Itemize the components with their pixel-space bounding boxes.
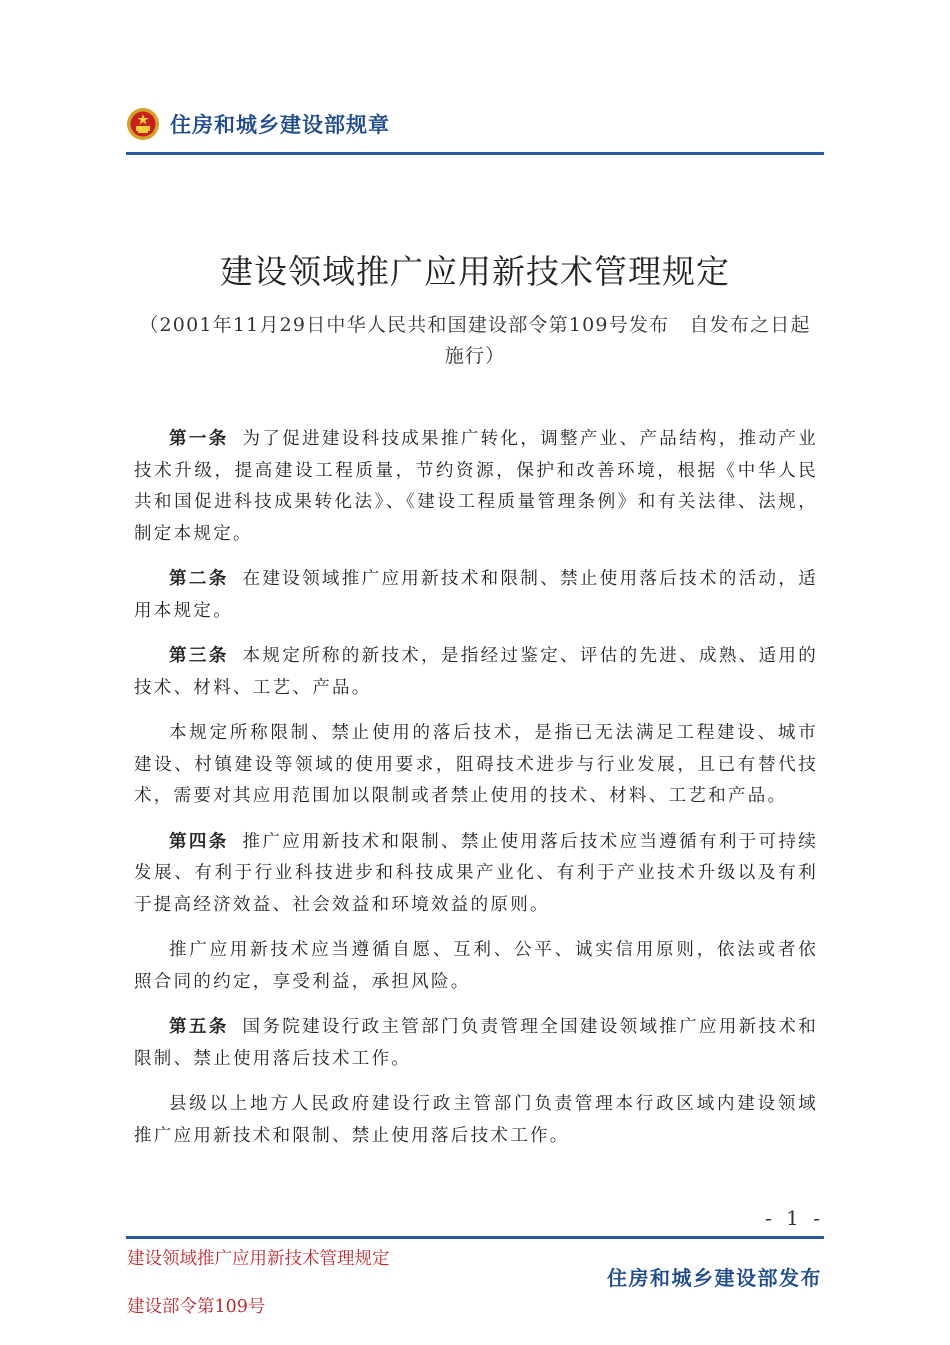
paragraph-text: 在建设领域推广应用新技术和限制、禁止使用落后技术的活动，适用本规定。 — [134, 569, 819, 621]
document-subtitle: （2001年11月29日中华人民共和国建设部令第109号发布 自发布之日起施行） — [139, 314, 811, 367]
paragraph-text: 本规定所称的新技术，是指经过鉴定、评估的先进、成熟、适用的技术、材料、工艺、产品。 — [134, 646, 819, 698]
paragraph-text: 推广应用新技术和限制、禁止使用落后技术应当遵循有利于可持续发展、有利于行业科技进步和科技成果产业化、有利于产业技术升级以及有利于提高经济效益、社会效益和环境效益的原则。 — [134, 831, 819, 915]
article-number: 第二条 — [169, 569, 229, 589]
article-number: 第一条 — [169, 429, 229, 449]
document-title: 建设领域推广应用新技术管理规定 — [220, 252, 730, 291]
article-number: 第四条 — [169, 831, 229, 852]
paragraph — [134, 1089, 818, 1152]
header-title: 住房和城乡建设部规章 — [170, 113, 390, 137]
paragraph-text: 县级以上地方人民政府建设行政主管部门负责管理本行政区域内建设领域推广应用新技术和限制、禁止使用落后技术工作。 — [134, 1094, 818, 1146]
article-number: 第五条 — [169, 1017, 229, 1037]
paragraph — [134, 641, 818, 704]
header-divider — [126, 152, 824, 155]
paragraph — [134, 718, 818, 813]
footer-document-name: 建设领域推广应用新技术管理规定 — [127, 1249, 390, 1269]
page-header — [126, 104, 390, 144]
page-number: - 1 - — [765, 1206, 824, 1230]
footer-order-number: 建设部令第109号 — [127, 1297, 266, 1317]
national-emblem-icon — [126, 107, 160, 141]
article-number: 第三条 — [169, 646, 229, 666]
paragraph-text: 推广应用新技术应当遵循自愿、互利、公平、诚实信用原则，依法或者依照合同的约定，享受利益，承担风险。 — [134, 940, 818, 992]
paragraph-text: 国务院建设行政主管部门负责管理全国建设领域推广应用新技术和限制、禁止使用落后技术工作。 — [134, 1017, 819, 1069]
paragraph — [134, 424, 818, 550]
paragraph — [134, 564, 818, 627]
paragraph — [134, 827, 818, 922]
paragraph — [134, 1012, 818, 1075]
footer-publisher: 住房和城乡建设部发布 — [607, 1266, 822, 1290]
paragraph-text: 为了促进建设科技成果推广转化，调整产业、产品结构，推动产业技术升级，提高建设工程质量，节约资源，保护和改善环境，根据《中华人民共和国促进科技成果转化法》、《建设工程质量管理条例》和有关法律、法规，制定本规定。 — [134, 429, 819, 544]
document-body — [134, 424, 818, 1166]
paragraph — [134, 935, 818, 998]
paragraph-text: 本规定所称限制、禁止使用的落后技术，是指已无法满足工程建设、城市建设、村镇建设等领域的使用要求，阻碍技术进步与行业发展，且已有替代技术，需要对其应用范围加以限制或者禁止使用的技术、材料、工艺和产品。 — [134, 723, 818, 806]
footer-divider — [126, 1236, 824, 1239]
